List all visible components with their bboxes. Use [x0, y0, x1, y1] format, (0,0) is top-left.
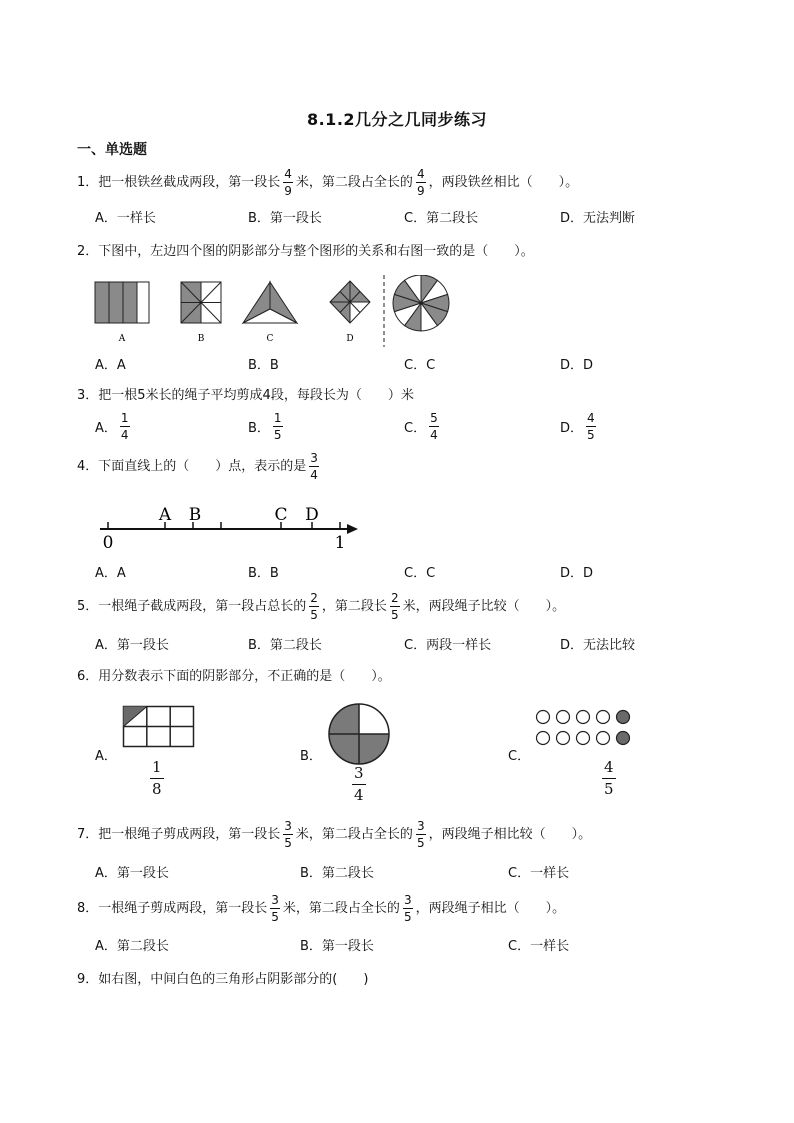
q4-option-d[interactable]: D．D	[560, 566, 594, 581]
q6-figure-c	[533, 707, 633, 749]
question-4-pre: 4．下面直线上的（ ）点，表示的是	[77, 459, 307, 474]
section-heading: 一、单选题	[77, 142, 147, 158]
start-label: 0	[102, 533, 114, 553]
question-1-post: ，两段铁丝相比（ ）。	[428, 175, 579, 190]
q2-option-b[interactable]: B．B	[248, 358, 279, 373]
q7-option-b[interactable]: B．第二段长	[300, 866, 374, 881]
question-5	[77, 592, 565, 621]
point-label-c: C	[274, 505, 288, 525]
question-2: 2．下图中，左边四个图的阴影部分与整个图形的关系和右图一致的是（ ）。	[77, 244, 534, 259]
question-9: 9．如右图，中间白色的三角形占阴影部分的( )	[77, 972, 369, 987]
q1-option-c[interactable]: C．第二段长	[404, 211, 479, 226]
dot	[617, 711, 630, 724]
question-1	[77, 168, 578, 197]
point-label-a: A	[158, 505, 172, 525]
fraction: $\frac{1}{4}$	[120, 411, 129, 442]
number-line	[92, 500, 367, 555]
question-3: 3．把一根5米长的绳子平均剪成4段，每段长为（ ）米	[77, 388, 414, 403]
q5-option-c[interactable]: C．两段一样长	[404, 638, 492, 653]
question-7-mid: 米，第二段占全长的	[295, 827, 413, 842]
figure-b	[181, 282, 221, 323]
page-title: 8.1.2几分之几同步练习	[306, 110, 488, 129]
q2-figures	[88, 275, 468, 350]
figure-label-c: C	[266, 334, 274, 344]
q5-option-d[interactable]: D．无法比较	[560, 638, 636, 653]
q4-option-a[interactable]: A．A	[95, 566, 126, 581]
dot	[577, 711, 590, 724]
question-7	[77, 820, 591, 849]
q7-option-c[interactable]: C．一样长	[508, 866, 570, 881]
q6-fraction-b: 3 4	[354, 764, 364, 804]
q7-option-a[interactable]: A．第一段长	[95, 866, 169, 881]
q6-option-c-letter[interactable]: C．	[508, 749, 531, 764]
question-8	[77, 894, 565, 923]
q6-fraction-c: 4 5	[604, 758, 614, 798]
fraction: $\frac{4}{9}$	[416, 167, 425, 198]
question-8-mid: 米，第二段占全长的	[282, 901, 400, 916]
q8-option-c[interactable]: C．一样长	[508, 939, 570, 954]
q5-option-b[interactable]: B．第二段长	[248, 638, 322, 653]
figure-label-b: B	[197, 334, 205, 344]
question-6: 6．用分数表示下面的阴影部分，不正确的是（ ）。	[77, 669, 391, 684]
figure-a	[95, 282, 149, 323]
fraction: $\frac{1}{5}$	[273, 411, 282, 442]
q6-figure-b	[327, 702, 391, 766]
q2-option-d[interactable]: D．D	[560, 358, 594, 373]
figure-c	[243, 282, 297, 323]
fraction: $\frac{3}{5}$	[403, 893, 412, 924]
reference-circle	[393, 275, 449, 331]
q5-option-a[interactable]: A．第一段长	[95, 638, 169, 653]
q6-option-b-letter[interactable]: B．	[300, 749, 322, 764]
q4-option-b[interactable]: B．B	[248, 566, 279, 581]
q3-option-b[interactable]: B． $\frac{1}{5}$	[248, 411, 282, 442]
fraction: $\frac{4}{5}$	[587, 411, 595, 442]
q1-option-b[interactable]: B．第一段长	[248, 211, 322, 226]
fraction: $\frac{4}{9}$	[284, 167, 292, 198]
q1-option-a[interactable]: A．一样长	[95, 211, 156, 226]
dot	[537, 711, 550, 724]
q2-option-c[interactable]: C．C	[404, 358, 436, 373]
q6-fraction-a: 1 8	[152, 758, 162, 798]
q6-option-a-letter[interactable]: A．	[95, 749, 117, 764]
question-1-mid: 米，第二段占全长的	[295, 175, 413, 190]
point-label-d: D	[305, 505, 319, 525]
dot	[557, 732, 570, 745]
fraction: $\frac{5}{4}$	[430, 411, 438, 442]
question-5-mid: ，第二段长	[321, 599, 387, 614]
question-1-pre: 1．把一根铁丝截成两段，第一段长	[77, 175, 281, 190]
figure-label-a: A	[118, 334, 126, 344]
q8-option-b[interactable]: B．第一段长	[300, 939, 374, 954]
question-7-pre: 7．把一根绳子剪成两段，第一段长	[77, 827, 281, 842]
fraction: $\frac{3}{5}$	[271, 893, 279, 924]
fraction: $\frac{2}{5}$	[310, 591, 318, 622]
q1-option-d[interactable]: D．无法判断	[560, 211, 636, 226]
q2-option-a[interactable]: A．A	[95, 358, 126, 373]
question-8-pre: 8．一根绳子剪成两段，第一段长	[77, 901, 268, 916]
q6-figure-a	[122, 705, 196, 749]
dot	[597, 711, 610, 724]
dot	[597, 732, 610, 745]
question-5-pre: 5．一根绳子截成两段，第一段占总长的	[77, 599, 307, 614]
dot	[617, 732, 630, 745]
figure-label-d: D	[346, 334, 354, 344]
q8-option-a[interactable]: A．第二段长	[95, 939, 169, 954]
dot	[557, 711, 570, 724]
question-5-post: 米，两段绳子比较（ ）。	[402, 599, 566, 614]
figure-d	[330, 281, 370, 323]
point-label-b: B	[188, 505, 202, 525]
dot	[537, 732, 550, 745]
fraction: $\frac{2}{5}$	[390, 591, 399, 622]
question-7-post: ，两段绳子相比较（ ）。	[428, 827, 592, 842]
q3-option-a[interactable]: A． $\frac{1}{4}$	[95, 411, 129, 442]
q4-option-c[interactable]: C．C	[404, 566, 436, 581]
fraction: $\frac{3}{4}$	[310, 451, 318, 482]
question-4	[77, 452, 322, 481]
q3-option-d[interactable]: D． $\frac{4}{5}$	[560, 411, 595, 442]
fraction: $\frac{3}{5}$	[416, 819, 425, 850]
dot	[577, 732, 590, 745]
fraction: $\frac{3}{5}$	[284, 819, 292, 850]
question-8-post: ，两段绳子相比（ ）。	[415, 901, 566, 916]
end-label: 1	[334, 533, 346, 553]
q3-option-c[interactable]: C． $\frac{5}{4}$	[404, 411, 438, 442]
